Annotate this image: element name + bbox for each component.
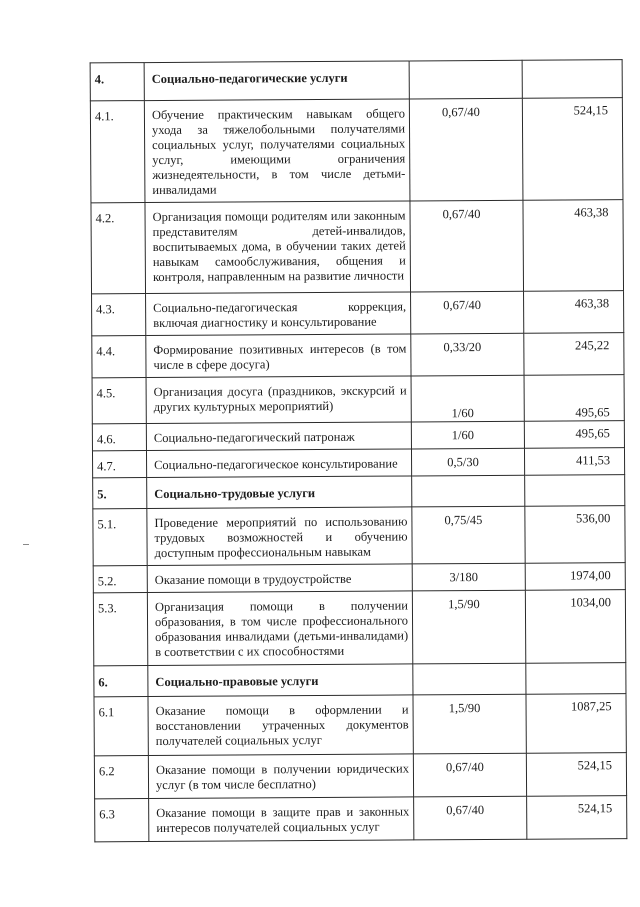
price-cell: 524,15 [527,796,627,840]
service-name: Оказание помощи в защите прав и законных интересов получателей социальных услуг [149,797,414,842]
service-name: Организация помощи в получении образования, в том числе профессионального образования инвалидами (детьми-инвалидами) в соответствии с их способностями [147,591,412,666]
service-number: 6.2 [94,756,148,799]
price-cell: 1034,00 [525,590,625,664]
service-name: Оказание помощи в трудоустройстве [147,564,412,593]
rate-cell: 0,75/45 [412,506,525,564]
margin-mark [23,544,29,545]
section-number: 6. [94,666,148,697]
rate-cell: 1/60 [411,375,524,422]
table-row [92,333,624,378]
rate-cell: 1,5/90 [412,590,525,664]
price-cell: 463,38 [523,200,624,292]
price-cell: 463,38 [524,291,624,334]
service-number: 5.2. [93,566,147,593]
service-name: Формирование позитивных интересов (в том числе в сфере досуга) [146,334,411,378]
service-name: Организация досуга (праздников, экскурсий и других культурных мероприятий) [146,376,411,424]
price-cell: 495,65 [524,375,624,422]
rate-cell: 3/180 [412,563,525,591]
table-row [95,796,627,842]
rate-cell: 0,67/40 [410,200,524,292]
service-number: 4.2. [91,203,146,294]
rate-cell: 1/60 [411,421,524,449]
services-table [90,59,628,842]
price-cell: 524,15 [526,753,626,797]
price-cell: 411,53 [524,448,624,476]
table-row [94,753,626,799]
section-title: Социально-правовые услуги [148,664,413,697]
section-number: 5. [93,478,147,509]
price-cell [526,663,626,695]
rate-cell: 0,5/30 [411,448,524,476]
service-number: 4.5. [92,378,146,424]
service-number: 6.3 [95,799,149,842]
section-title: Социально-трудовые услуги [147,476,412,509]
section-row [94,663,626,697]
service-name: Оказание помощи в оформлении и восстановлении утраченных документов получателей социальных услуг [148,695,413,756]
rate-cell [413,663,526,695]
price-cell [522,60,622,99]
rate-cell: 0,67/40 [411,291,524,334]
service-number: 6.1 [94,697,148,756]
table-row [93,563,625,593]
section-number: 4. [90,63,144,101]
price-cell: 536,00 [525,506,625,564]
rate-cell: 0,67/40 [413,753,526,797]
rate-cell: 0,33/20 [411,333,524,376]
service-name: Обучение практическим навыкам общего ухода за тяжелобольными получателями социальных услуг, получателями социальных услуг, имеющими ограничения жизнедеятельности, в том числе детьми-инвалидами [144,99,410,203]
service-number: 4.6. [92,424,146,451]
rate-cell: 1,5/90 [413,694,526,754]
table-row [93,506,625,566]
price-cell: 524,15 [522,98,623,201]
table-row [94,694,626,756]
service-number: 5.1. [93,509,147,566]
service-name: Организация помощи родителям или законным представителям детей-инвалидов, воспитываемых дома, в обучении таких детей навыкам самообслуживания, общения и контроля, направленным на развитие личности [145,201,411,294]
service-name: Оказание помощи в получении юридических услуг (в том числе бесплатно) [148,754,413,799]
table-row [92,291,624,336]
table-row [93,590,625,666]
table-row [92,448,624,478]
price-cell: 1974,00 [525,563,625,591]
service-number: 4.3. [92,294,146,336]
service-name: Социально-педагогический патронаж [146,422,411,451]
table-row [90,98,623,203]
rate-cell: 0,67/40 [409,98,523,201]
rate-cell: 0,67/40 [414,796,527,840]
rate-cell [412,475,525,507]
service-name: Социально-педагогическое консультирование [146,449,411,478]
service-number: 4.7. [92,451,146,478]
rate-cell [409,60,522,99]
service-number: 4.1. [90,101,145,203]
table-row [92,375,624,424]
section-row [90,60,622,101]
service-name: Проведение мероприятий по использованию трудовых возможностей и обучению доступным профессиональным навыкам [147,507,412,566]
price-cell: 1087,25 [526,694,626,754]
service-number: 4.4. [92,336,146,378]
price-cell: 495,65 [524,421,624,449]
service-number: 5.3. [93,593,147,666]
section-title: Социально-педагогические услуги [144,61,409,101]
table-row [91,200,624,294]
section-row [93,475,625,509]
table-row [92,421,624,451]
price-cell: 245,22 [524,333,624,376]
price-cell [525,475,625,507]
service-name: Социально-педагогическая коррекция, включая диагностику и консультирование [146,292,411,336]
